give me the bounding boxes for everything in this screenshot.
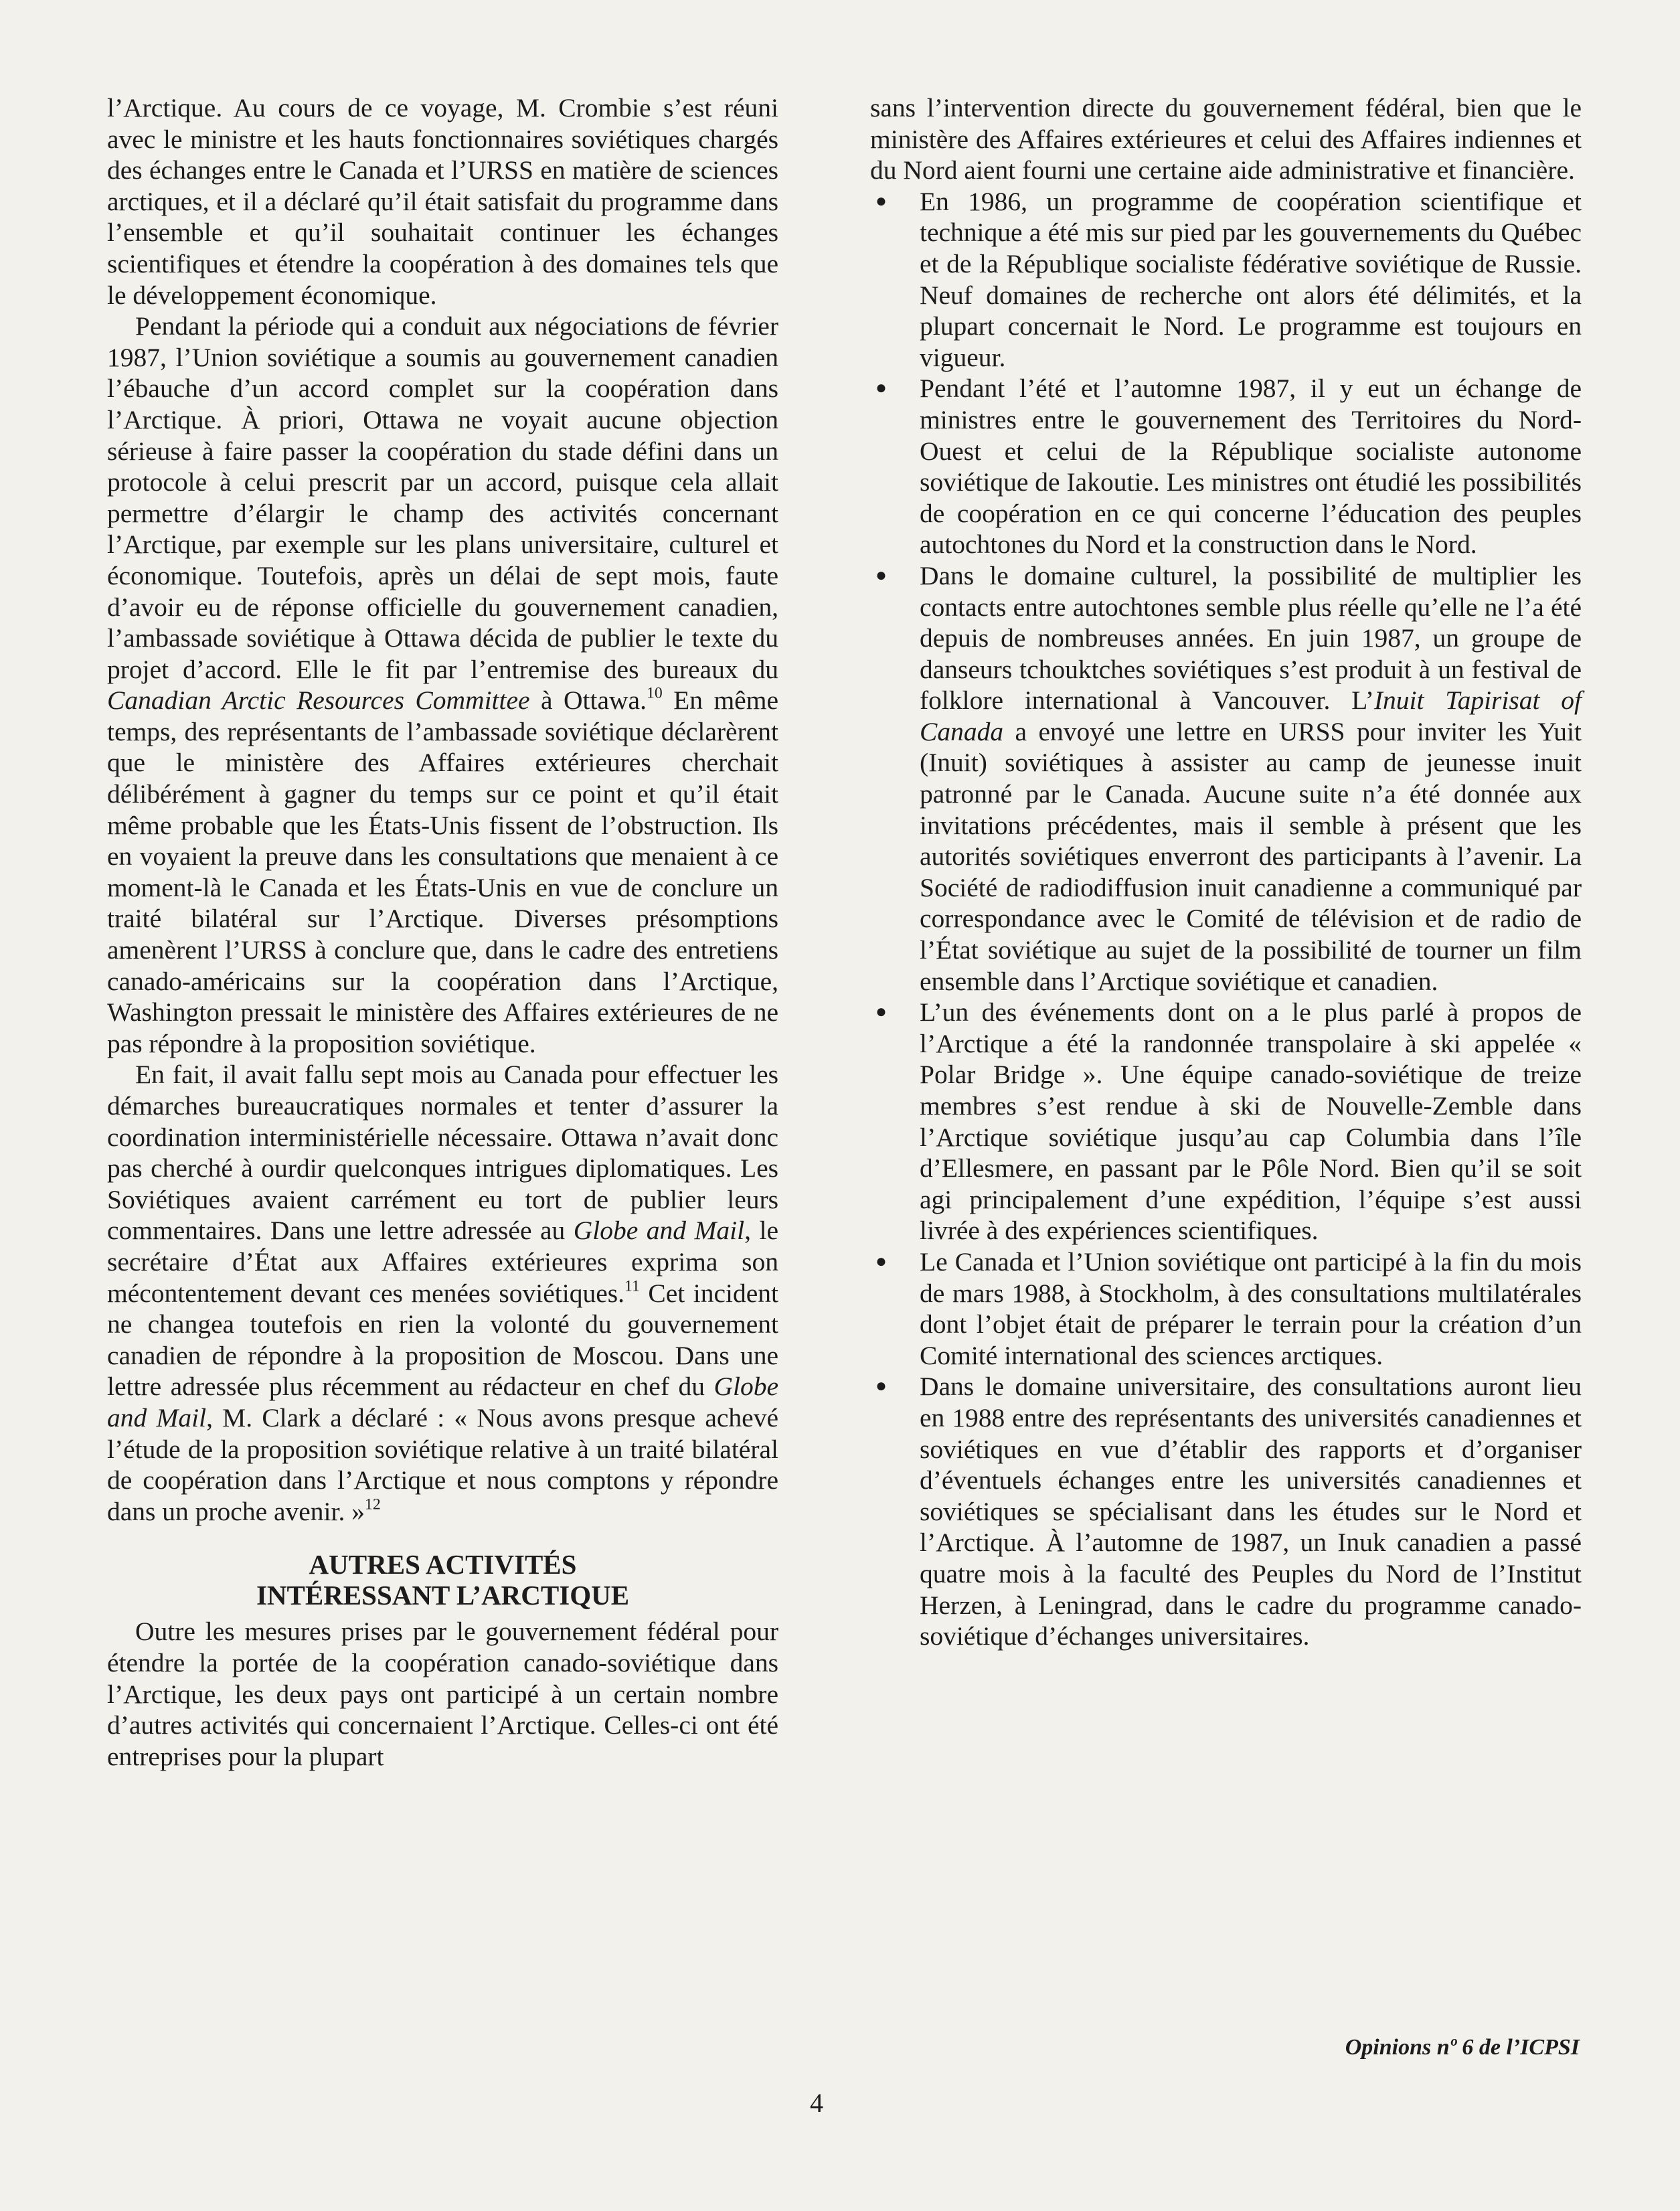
paragraph-2-text-a: Pendant la période qui a conduit aux négociations de février 1987, l’Union soviétique a soumis au gouvernement canadien l’ébauche d’un accord complet sur la coopération dans l’Arctique. À priori, Ottawa ne voyait aucune objection sérieuse à faire passer la coopération du stade défini dans un protocole à celui prescrit par un accord, puisque cela allait permettre d’élargir le champ des activités concernant l’Arctique, par exemple sur les plans universitaire, culturel et économique. Toutefois, après un délai de sept mois, faute d’avoir eu de réponse officielle du gouvernement canadien, l’ambassade soviétique à Ottawa décida de publier le texte du projet d’accord. Elle le fit par l’entremise des bureaux du	[107, 311, 778, 684]
section-heading-line-2: INTÉRESSANT L’ARCTIQUE	[256, 1580, 630, 1611]
list-item: ● Le Canada et l’Union soviétique ont participé à la fin du mois de mars 1988, à Stockholm, à des consultations multilatérales dont l’objet était de préparer le terrain pour la création d’un Comité international des sciences arctiques.	[870, 1246, 1582, 1371]
right-column	[870, 92, 1582, 1652]
paragraph-3-text-d: , M. Clark a déclaré : « Nous avons presque achevé l’étude de la proposition soviétique relative à un traité bilatéral de coopération dans l’Arctique et nous comptons y répondre dans un proche avenir. »	[107, 1402, 778, 1526]
footnote-ref-11: 11	[624, 1277, 640, 1295]
section-heading	[107, 1549, 778, 1611]
list-item: ● En 1986, un programme de coopération scientifique et technique a été mis sur pied par les gouvernements du Québec et de la République socialiste fédérative soviétique de Russie. Neuf domaines de recherche ont alors été délimités, et la plupart concernait le Nord. Le programme est toujours en vigueur.	[870, 186, 1582, 374]
activities-list	[870, 186, 1582, 1652]
paragraph-3-text-b: , le secrétaire d’État aux Affaires extérieures exprima son mécontentement devant ces menées soviétiques.	[107, 1216, 778, 1308]
list-item-text-a: Dans le domaine culturel, la possibilité de multiplier les contacts entre autochtones semble plus réelle qu’elle ne l’a été depuis de nombreuses années. En juin 1987, un groupe de danseurs tchouktches soviétiques s’est produit à un festival de folklore international à Vancouver. L’	[920, 560, 1582, 716]
paragraph-2-italic: Canadian Arctic Resources Committee	[107, 685, 530, 716]
footnote-ref-12: 12	[365, 1495, 381, 1513]
list-item: ● Dans le domaine universitaire, des consultations auront lieu en 1988 entre des représentants des universités canadiennes et soviétiques en vue d’établir des rapports et d’organiser d’éventuels échanges entre les universités canadiennes et soviétiques se spécialisant dans les études sur le Nord et l’Arctique. À l’automne de 1987, un Inuk canadien a passé quatre mois à la faculté des Peuples du Nord de l’Institut Herzen, à Leningrad, dans le cadre du programme canado-soviétique d’échanges universitaires.	[870, 1371, 1582, 1651]
paragraph-4: Outre les mesures prises par le gouvernement fédéral pour étendre la portée de la coopération canado-soviétique dans l’Arctique, les deux pays ont participé à un certain nombre d’autres activités qui concernaient l’Arctique. Celles-ci ont été entreprises pour la plupart	[107, 1617, 778, 1771]
paragraph-2	[107, 311, 778, 1059]
publication-source: Opinions nº 6 de l’ICPSI	[1345, 2035, 1580, 2060]
paragraph-2-text-b: à Ottawa.	[529, 685, 647, 716]
left-column	[107, 92, 778, 1772]
paragraph-3-italic-1: Globe and Mail	[573, 1216, 745, 1246]
paragraph-3-text-a: En fait, il avait fallu sept mois au Canada pour effectuer les démarches bureaucratiques normales et tenter d’assurer la coordination interministérielle nécessaire. Ottawa n’avait donc pas cherché à ourdir quelconques intrigues diplomatiques. Les Soviétiques avaient carrément eu tort de publier leurs commentaires. Dans une lettre adressée au	[107, 1060, 778, 1246]
list-item: ● Pendant l’été et l’automne 1987, il y eut un échange de ministres entre le gouvernement des Territoires du Nord-Ouest et celui de la République socialiste autonome soviétique de Iakoutie. Les ministres ont étudié les possibilités de coopération en ce qui concerne l’éducation des peuples autochtones du Nord et la construction dans le Nord.	[870, 373, 1582, 560]
paragraph-3-italic-2: Globe and Mail	[107, 1372, 778, 1432]
paragraph-1: l’Arctique. Au cours de ce voyage, M. Crombie s’est réuni avec le ministre et les hauts fonctionnaires soviétiques chargés des échanges entre le Canada et l’URSS en matière de sciences arctiques, et il a déclaré qu’il était satisfait du programme dans l’ensemble et qu’il souhaitait continuer les échanges scientifiques et étendre la coopération à des domaines tels que le développement économique.	[107, 93, 778, 310]
paragraph-3	[107, 1059, 778, 1527]
list-item-italic: Inuit Tapirisat of Canada	[920, 685, 1582, 746]
page-number: 4	[810, 2088, 823, 2118]
paragraph-2-text-c: En même temps, des représentants de l’ambassade soviétique déclarèrent que le ministère des Affaires extérieures cherchait délibérément à gagner du temps sur ce point et qu’il était même probable que les États-Unis fissent de l’obstruction. Ils en voyaient la preuve dans les consultations que menaient à ce moment-là le Canada et les États-Unis en vue de conclure un traité bilatéral sur l’Arctique. Diverses présomptions amenèrent l’URSS à conclure que, dans le cadre des entretiens canado-américains sur la coopération dans l’Arctique, Washington pressait le ministère des Affaires extérieures de ne pas répondre à la proposition soviétique.	[107, 685, 778, 1058]
paragraph-3-text-c: Cet incident ne changea toutefois en rien la volonté du gouvernement canadien de répondre à la proposition de Moscou. Dans une lettre adressée plus récemment au rédacteur en chef du	[107, 1278, 778, 1402]
list-item: ● L’un des événements dont on a le plus parlé à propos de l’Arctique a été la randonnée transpolaire à ski appelée « Polar Bridge ». Une équipe canado-soviétique de treize membres s’est rendue à ski de Nouvelle-Zemble dans l’Arctique soviétique jusqu’au cap Columbia dans l’île d’Ellesmere, en passant par le Pôle Nord. Bien qu’il se soit agi principalement d’une expédition, l’équipe s’est aussi livrée à des expériences scientifiques.	[870, 997, 1582, 1246]
section-heading-line-1: AUTRES ACTIVITÉS	[309, 1549, 577, 1580]
list-item	[870, 560, 1582, 997]
footnote-ref-10: 10	[646, 684, 663, 702]
list-item-text-b: a envoyé une lettre en URSS pour inviter les Yuit (Inuit) soviétiques à assister au camp de jeunesse inuit patronné par le Canada. Aucune suite n’a été donnée aux invitations précédentes, mais il semble à présent que les autorités soviétiques enverront des participants à l’avenir. La Société de radiodiffusion inuit canadienne a communiqué par correspondance avec le Comité de télévision et de radio de l’État soviétique au sujet de la possibilité de tourner un film ensemble dans l’Arctique soviétique et canadien.	[920, 716, 1582, 996]
paragraph-continued: sans l’intervention directe du gouvernement fédéral, bien que le ministère des Affaires extérieures et celui des Affaires indiennes et du Nord aient fourni une certaine aide administrative et financière.	[870, 93, 1582, 185]
